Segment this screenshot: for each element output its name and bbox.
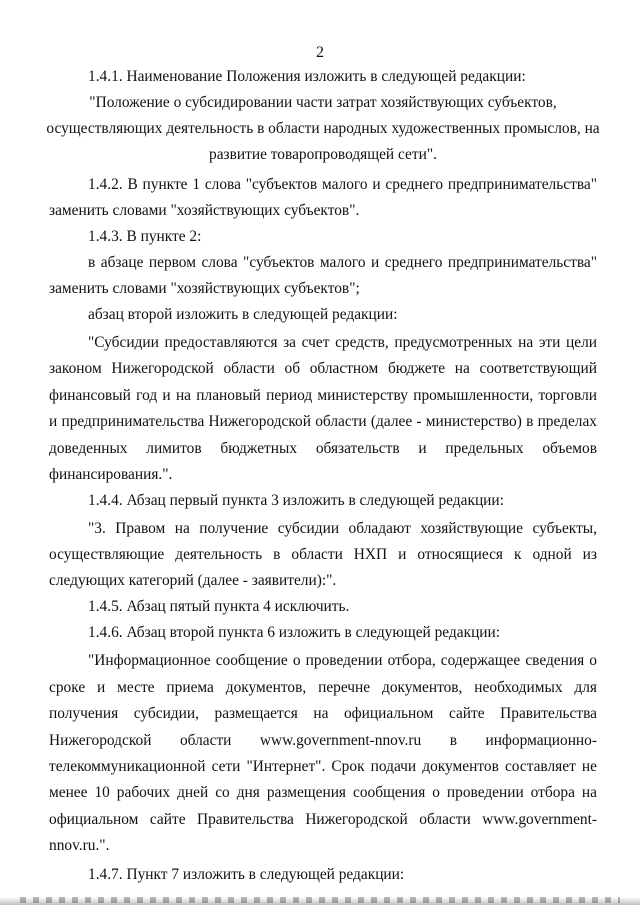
quoted-eligibility-clause: "3. Правом на получение субсидии обладают хозяйствующие субъекты, осуществляющие деятельность в области НХП и относящиеся к одной из следующих категорий (далее - заявители):".: [49, 520, 597, 590]
paragraph-1-4-1: 1.4.1. Наименование Положения изложить в следующей редакции:: [88, 68, 526, 85]
paragraph-first-subsection-replacement: в абзаце первом слова "субъектов малого и среднего предпринимательства" заменить словами "хозяйствующих субъектов";: [49, 254, 597, 297]
paragraph-1-4-7: 1.4.7. Пункт 7 изложить в следующей редакции:: [88, 865, 405, 883]
paragraph-1-4-6: 1.4.6. Абзац второй пункта 6 изложить в следующей редакции:: [88, 624, 501, 642]
quoted-subsidy-clause: "Субсидии предоставляются за счет средств, предусмотренных на эти цели законом Нижегородской области об областном бюджете на соответствующий финансовый год и на плановый период министерству промышленности, торговли и предпринимательства Нижегородской области (далее - министерство) в пределах доведенных лимитов бюджетных обязательств и предельных объемов финансирования.".: [49, 334, 597, 484]
scan-artifact-marks: [20, 897, 620, 903]
paragraph-second-subsection-intro: абзац второй изложить в следующей редакции:: [88, 306, 398, 323]
paragraph-1-4-2: 1.4.2. В пункте 1 слова "субъектов малого и среднего предпринимательства" заменить словами "хозяйствующих субъектов".: [49, 176, 597, 219]
page-number: 2: [316, 44, 324, 61]
paragraph-1-4-4: 1.4.4. Абзац первый пункта 3 изложить в следующей редакции:: [88, 492, 504, 510]
paragraph-1-4-5: 1.4.5. Абзац пятый пункта 4 исключить.: [88, 598, 350, 616]
quoted-regulation-title: "Положение о субсидировании части затрат хозяйствующих субъектов, осуществляющих деятельность в области народных художественных промыслов, на развитие товаропроводящей сети".: [46, 94, 600, 163]
document-body: [46, 64, 600, 888]
paragraph-1-4-3: 1.4.3. В пункте 2:: [88, 228, 202, 245]
quoted-information-message-clause: "Информационное сообщение о проведении отбора, содержащее сведения о сроке и месте приема документов, перечне документов, необходимых для получения субсидии, размещается на официальном сайте Правительства Нижегородской области www.government-nnov.ru в информационно-телекоммуникационной сети "Интернет". Срок подачи документов составляет не менее 10 рабочих дней со дня размещения сообщения о проведении отбора на официальном сайте Правительства Нижегородской области www.government-nnov.ru.".: [49, 652, 597, 855]
